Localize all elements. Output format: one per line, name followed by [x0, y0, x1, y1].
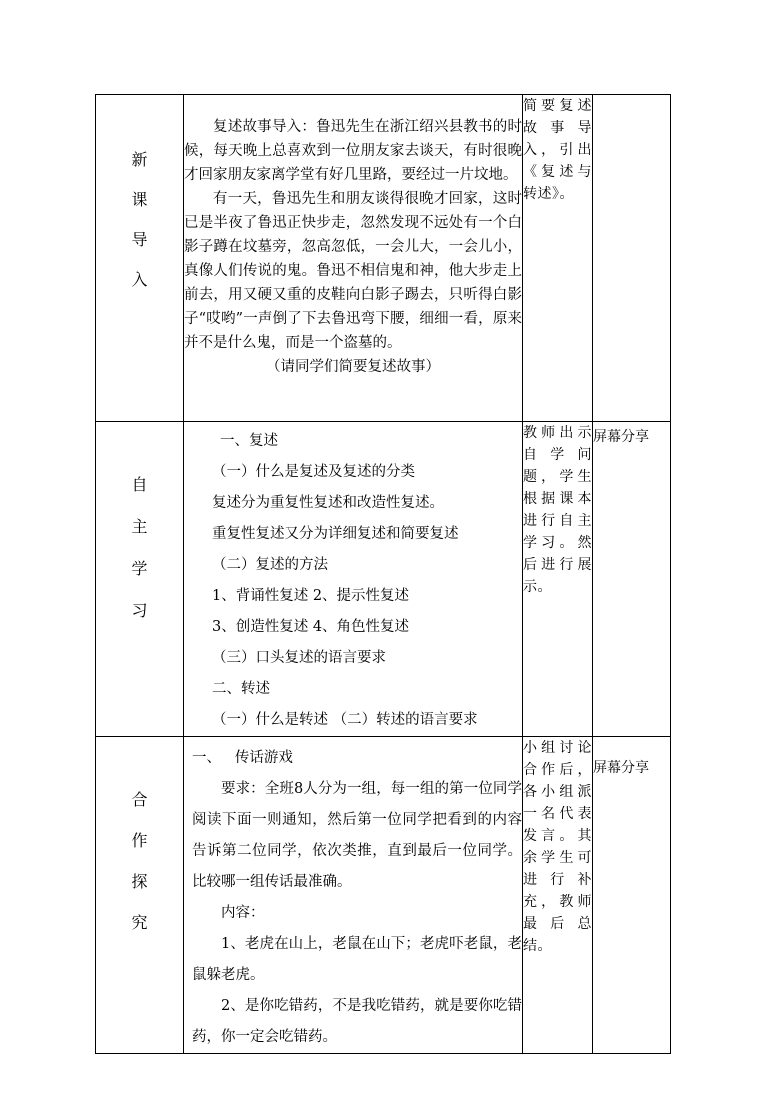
section-title-cell: [96, 95, 184, 422]
teaching-note: 教师出示自学问题，学生根据课本进行自主学习。然后进行展示。: [523, 425, 592, 595]
paragraph: 内容：: [221, 905, 265, 921]
section-title-char: 究: [131, 913, 148, 932]
content-cell: [184, 737, 523, 1054]
share-cell: [593, 422, 671, 737]
teaching-note-cell: [523, 737, 593, 1054]
section-title-char: 导: [131, 230, 148, 249]
teaching-note-cell: [523, 95, 593, 422]
section-title-char: 习: [131, 601, 148, 620]
share-label: 屏幕分享: [593, 760, 649, 776]
list-item: 1、老虎在山上，老鼠在山下；老虎吓老鼠，老鼠躲老虎。: [192, 936, 522, 983]
section-title-char: 自: [131, 475, 148, 494]
paragraph: 有一天，鲁迅先生和朋友谈得很晚才回家，这时已是半夜了鲁迅正快步走，忽然发现不远处有一个白影子蹲在坟墓旁，忽高忽低，一会儿大，一会儿小，真像人们传说的鬼。鲁迅不相信鬼和神，他大步走上前去，用又硬又重的皮鞋向白影子踢去，只听得白影子“哎哟”一声倒了下去鲁迅弯下腰，细细一看，原来并不是什么鬼，而是一个盗墓的。: [184, 191, 522, 351]
paragraph: 复述故事导入：鲁迅先生在浙江绍兴县教书的时候，每天晚上总喜欢到一位朋友家去谈天，有时很晚才回家朋友家离学堂有好几里路，要经过一片坟地。: [184, 119, 522, 183]
section-title-char: 作: [131, 831, 148, 850]
subheading: （一）什么是转述 （二）转述的语言要求: [212, 712, 478, 728]
content-cell: [184, 95, 523, 422]
paragraph: （请同学们简要复述故事）: [266, 359, 440, 375]
section-title-char: 主: [131, 517, 148, 536]
paragraph: 重复性复述又分为详细复述和简要复述: [212, 526, 459, 542]
share-cell: [593, 95, 671, 422]
section-title-char: 新: [131, 150, 148, 169]
table-row: [96, 737, 671, 1054]
section-title-char: 探: [131, 872, 148, 891]
section-title-char: 入: [131, 270, 148, 289]
section-title-char: 合: [131, 790, 148, 809]
list-item: 1、背诵性复述 2、提示性复述: [212, 588, 410, 604]
paragraph: 要求：全班8人分为一组，每一组的第一位同学阅读下面一则通知，然后第一位同学把看到的内容告诉第二位同学，依次类推，直到最后一位同学。比较哪一组传话最准确。: [192, 781, 522, 890]
share-label: 屏幕分享: [593, 429, 649, 445]
section-title-char: 学: [131, 559, 148, 578]
list-item: 3、创造性复述 4、角色性复述: [212, 619, 410, 635]
heading: 二、转述: [212, 681, 270, 697]
teaching-note: 简要复述故事导入，引出《复述与转述》。: [523, 98, 592, 202]
teaching-note: 小组讨论合作后，各小组派一名代表发言。其余学生可进行补充，教师最后总结。: [523, 740, 592, 954]
list-item: 2、是你吃错药，不是我吃错药，就是要你吃错药，你一定会吃错药。: [192, 998, 522, 1045]
heading: 一、复述: [220, 433, 278, 449]
table-row: [96, 95, 671, 422]
heading: 一、 传话游戏: [192, 750, 293, 766]
section-title-cell: [96, 737, 184, 1054]
subheading: （二）复述的方法: [212, 557, 328, 573]
subheading: （三）口头复述的语言要求: [212, 650, 386, 666]
section-title-char: 课: [131, 190, 148, 209]
subheading: （一）什么是复述及复述的分类: [212, 464, 415, 480]
table-row: [96, 422, 671, 737]
section-title-cell: [96, 422, 184, 737]
share-cell: [593, 737, 671, 1054]
teaching-note-cell: [523, 422, 593, 737]
content-cell: [184, 422, 523, 737]
lesson-plan-table: [95, 94, 671, 1054]
paragraph: 复述分为重复性复述和改造性复述。: [212, 495, 444, 511]
